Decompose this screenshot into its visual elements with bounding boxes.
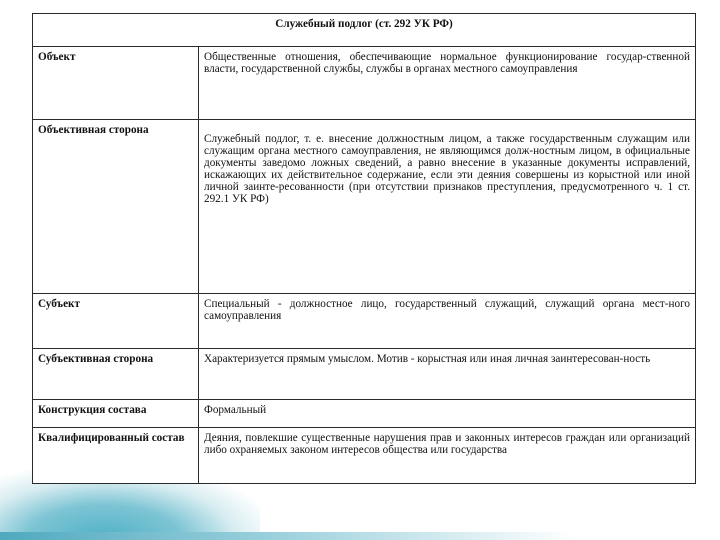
table-title: Служебный подлог (ст. 292 УК РФ) bbox=[33, 14, 696, 47]
table-row bbox=[33, 428, 696, 484]
row-label-construction: Конструкция состава bbox=[33, 400, 199, 428]
row-label-qualified: Квалифицированный состав bbox=[33, 428, 199, 484]
row-label-object: Объект bbox=[33, 47, 199, 120]
row-value-construction: Формальный bbox=[199, 400, 696, 428]
row-label-objective-side: Объективная сторона bbox=[33, 120, 199, 294]
table-row bbox=[33, 47, 696, 120]
table-row bbox=[33, 294, 696, 349]
decorative-bottom-line bbox=[0, 532, 720, 540]
row-value-objective-side: Служебный подлог, т. е. внесение должностным лицом, а также государственным служащим или служащим органа местного самоуправления, не являющимся долж-ностным лицом, в официальные документы заведомо ложных сведений, а равно внесение в указанные документы исправлений, искажающих их действительное содержание, если эти деяния совершены из корыстной или иной личной заинте-ресованности (при отсутствии признаков преступления, предусмотренного ч. 1 ст. 292.1 УК РФ) bbox=[199, 120, 696, 294]
row-value-qualified: Деяния, повлекшие существенные нарушения прав и законных интересов граждан или организаций либо охраняемых законом интересов общества или государства bbox=[199, 428, 696, 484]
row-label-subjective-side: Субъективная сторона bbox=[33, 349, 199, 400]
row-value-object: Общественные отношения, обеспечивающие нормальное функционирование государ-ственной власти, государственной службы, службы в органах местного самоуправления bbox=[199, 47, 696, 120]
crime-composition-table bbox=[32, 13, 696, 484]
table-row bbox=[33, 120, 696, 294]
table-title-row bbox=[33, 14, 696, 47]
row-label-subject: Субъект bbox=[33, 294, 199, 349]
table-row bbox=[33, 349, 696, 400]
table-row bbox=[33, 400, 696, 428]
row-value-subject: Специальный - должностное лицо, государственный служащий, служащий органа мест-ного самоуправления bbox=[199, 294, 696, 349]
row-value-subjective-side: Характеризуется прямым умыслом. Мотив - корыстная или иная личная заинтересован-ность bbox=[199, 349, 696, 400]
